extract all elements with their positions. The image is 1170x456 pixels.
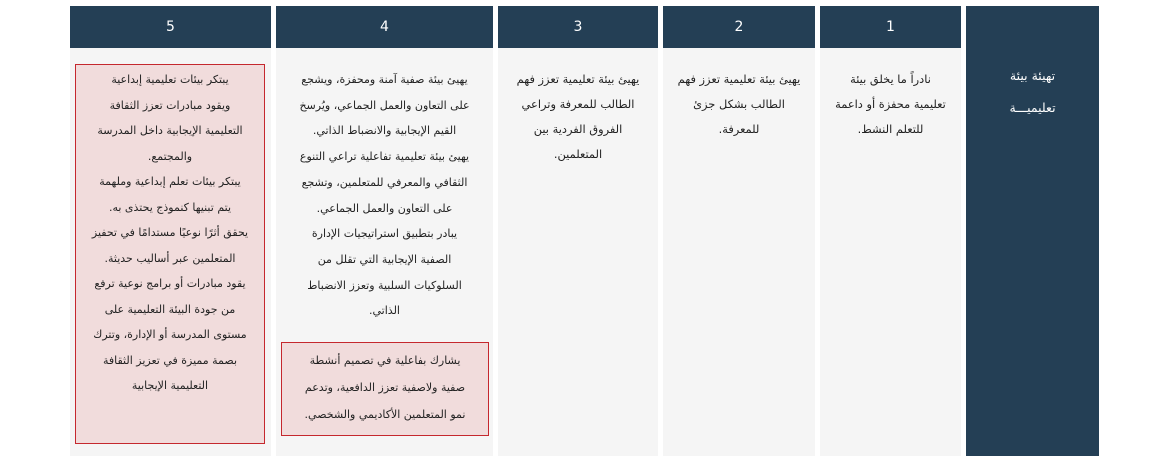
criterion-label: تهيئة بيئة تعليميـــة <box>1009 68 1056 115</box>
level-4-text: يهيئ بيئة صفية آمنة ومحفزة، ويشجع على التعاون والعمل الجماعي، ويُرسخ القيم الإيجابية والانضباط الذاتي. يهيئ بيئة تعليمية تفاعلية تراعي التنوع الثقافي والمعرفي للمتعلمين، وتشجع على التعاون والعمل الجماعي. يبادر بتطبيق استراتيجيات الإدارة الصفية الإيجابية التي تقلل من السلوكيات السلبية وتعزز الانضباط الذاتي. <box>299 73 470 318</box>
level-1-column <box>820 6 961 456</box>
level-5-column <box>70 6 271 456</box>
level-3-column <box>498 6 658 456</box>
criterion-label-column <box>966 6 1099 456</box>
level-4-highlight-box <box>281 342 489 436</box>
level-5-highlight-text: يبتكر بيئات تعليمية إبداعية ويقود مبادرات تعزز الثقافة التعليمية الإيجابية داخل المدرسة والمجتمع. يبتكر بيئات تعلم إبداعية وملهمة يتم تبنيها كنموذج يحتذى به. يحقق أثرًا نوعيًا مستدامًا في تحفيز المتعلمين عبر أساليب حديثة. يقود مبادرات أو برامج نوعية ترفع من جودة البيئة التعليمية على مستوى المدرسة أو الإدارة، وتترك بصمة مميزة في تعزيز الثقافة التعليمية الإيجابية <box>91 73 249 392</box>
level-3-header: 3 <box>498 6 658 48</box>
level-2-column <box>663 6 815 456</box>
level-3-text: يهيئ بيئة تعليمية تعزز فهم الطالب للمعرفة وتراعي الفروق الفردية بين المتعلمين. <box>516 72 640 161</box>
level-5-header: 5 <box>70 6 271 48</box>
level-2-header: 2 <box>663 6 815 48</box>
level-2-text: يهيئ بيئة تعليمية تعزز فهم الطالب بشكل جزئ للمعرفة. <box>677 72 801 136</box>
level-4-highlight-text: يشارك بفاعلية في تصميم أنشطة صفية ولاصفية تعزز الدافعية، وتدعم نمو المتعلمين الأكاديمي والشخصي. <box>304 354 466 421</box>
level-4-column <box>276 6 493 456</box>
level-1-text: نادراً ما يخلق بيئة تعليمية محفزة أو داعمة للتعلم النشط. <box>835 72 946 136</box>
level-1-header: 1 <box>820 6 961 48</box>
level-5-highlight-box <box>75 64 265 444</box>
level-4-header: 4 <box>276 6 493 48</box>
